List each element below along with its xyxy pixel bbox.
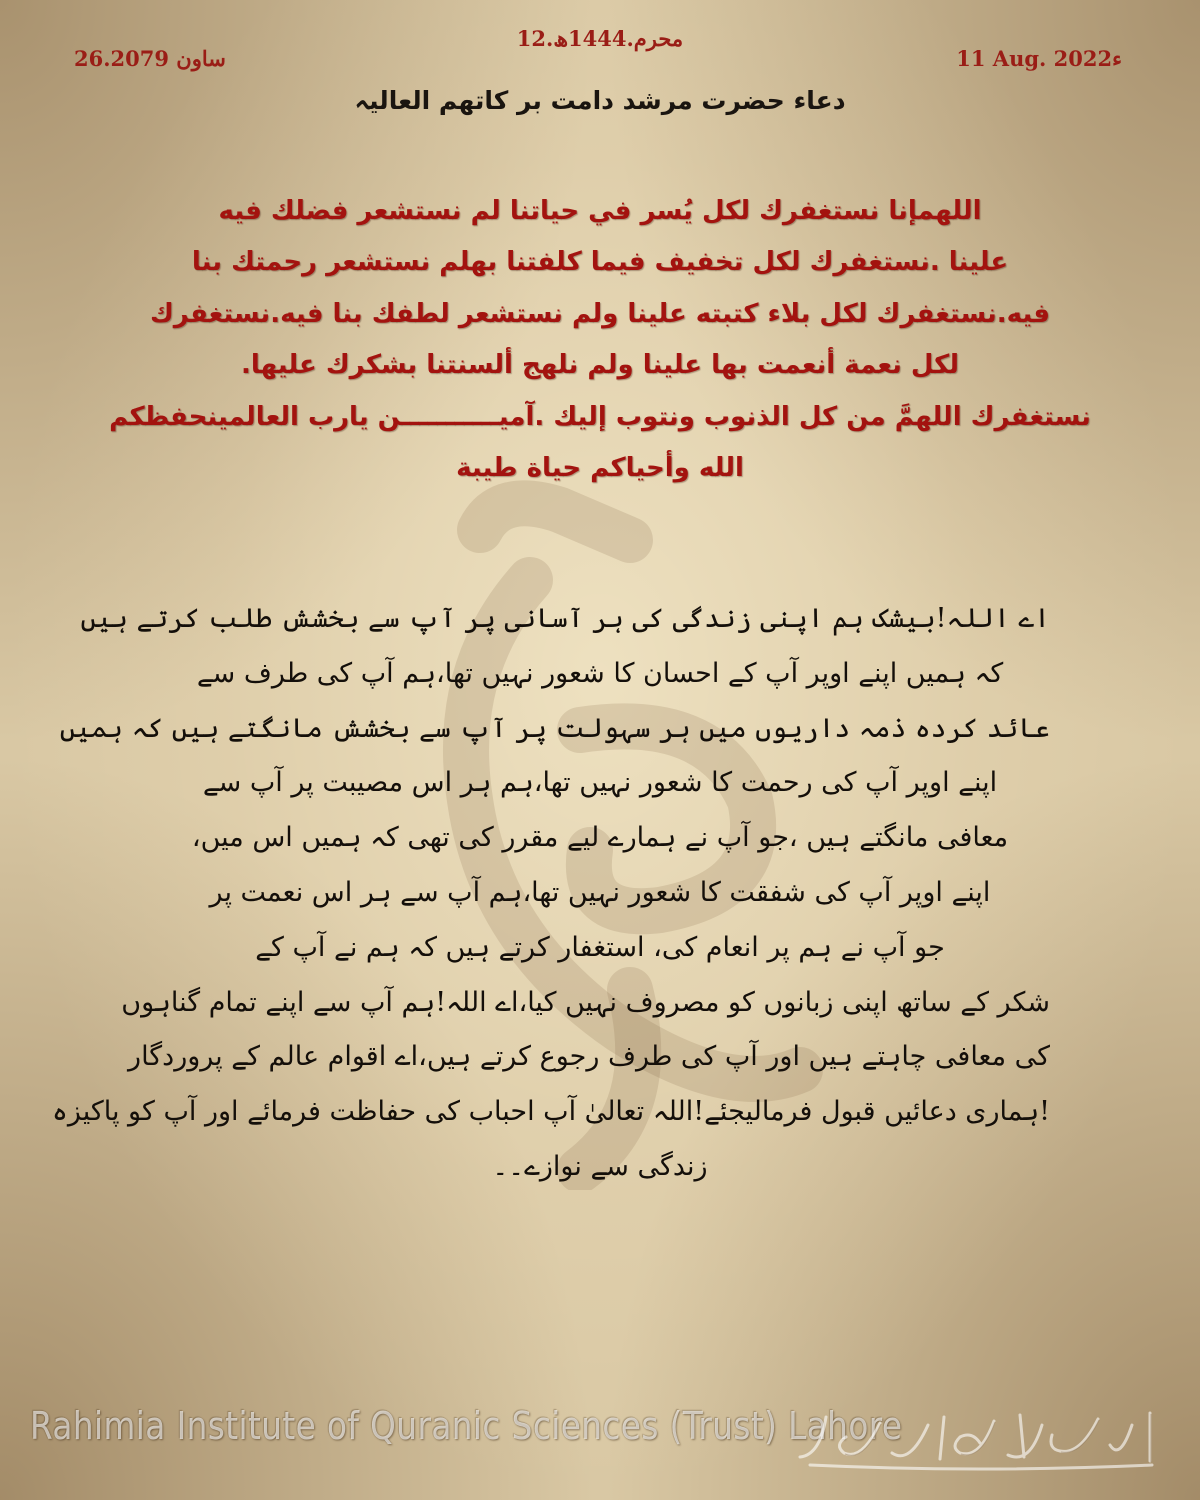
- arabic-dua-line: اللهمإنا نستغفرك لكل يُسر في حياتنا لم نستشعر فضلك فيه: [218, 196, 982, 226]
- urdu-translation-line: کہ ہمیں اپنے اوپر آپ کے احسان کا شعور نہیں تھا،ہم آپ کی طرف سے: [196, 657, 1004, 689]
- urdu-translation-line: زندگی سے نوازے۔۔: [492, 1150, 708, 1182]
- hijri-date: 12.محرم.1444ھ: [516, 26, 684, 51]
- urdu-translation-line: اپنے اوپر آپ کی رحمت کا شعور نہیں تھا،ہم ہر اس مصیبت پر آپ سے: [202, 767, 998, 799]
- arabic-dua-line: فيه.نستغفرك لكل بلاء كتبته علينا ولم نستشعر لطفك بنا فيه.نستغفرك: [149, 298, 1051, 329]
- urdu-translation-line: معافی مانگتے ہیں ،جو آپ نے ہمارے لیے مقرر کی تھی کہ ہمیں اس میں،: [191, 822, 1009, 854]
- institute-name: Rahimia Institute of Quranic Sciences (Trust) Lahore: [30, 1404, 903, 1448]
- arabic-dua-line: علينا .نستغفرك لكل تخفيف فيما كلفتنا بهلم نستشعر رحمتك بنا: [191, 247, 1009, 278]
- urdu-translation-line: جو آپ نے ہم پر انعام کی، استغفار کرتے ہیں کہ ہم نے آپ کے: [255, 931, 945, 963]
- urdu-translation-line: اے اللہ!بیشک ہم اپنی زندگی کی ہر آسانی پر آپ سے بخشش طلب کرتے ہیں: [80, 603, 1050, 634]
- arabic-dua-line: الله وأحياكم حياة طيبة: [456, 453, 744, 484]
- urdu-translation-line: اپنے اوپر آپ کی شفقت کا شعور نہیں تھا،ہم آپ سے ہر اس نعمت پر: [209, 876, 991, 908]
- urdu-translation-line: عائد کردہ ذمہ داریوں میں ہر سہولت پر آپ سے بخشش مانگتے ہیں کہ ہمیں: [59, 712, 1050, 744]
- arabic-dua-line: لكل نعمة أنعمت بها علينا ولم نلهج ألسنتنا بشكرك عليها.: [240, 350, 959, 381]
- arabic-dua-line: نستغفرك اللهمَّ من كل الذنوب ونتوب إليك .آميـــــــــــن يارب العالمينحفظكم: [109, 401, 1091, 432]
- urdu-translation-line: کی معافی چاہتے ہیں اور آپ کی طرف رجوع کرتے ہیں،اے اقوام عالم کے پروردگار: [128, 1041, 1050, 1073]
- urdu-translation: [52, 592, 1050, 1195]
- page-title: دعاء حضرت مرشد دامت بر کاتھم العالیہ: [354, 86, 846, 115]
- urdu-translation-line: شکر کے ساتھ اپنی زبانوں کو مصروف نہیں کیا،اے اللہ!ہم آپ سے اپنے تمام گناہوں: [121, 986, 1050, 1018]
- urdu-translation-line: !ہماری دعائیں قبول فرمالیجئے!اللہ تعالیٰ آپ احباب کی حفاظت فرمائے اور آپ کو پاکیزہ: [52, 1096, 1050, 1128]
- institute-logo: [780, 1395, 1170, 1475]
- arabic-dua: [80, 186, 1120, 495]
- bikrami-date: 26.ساون 2079: [74, 46, 226, 71]
- gregorian-date: 11 Aug. 2022ء: [956, 46, 1122, 71]
